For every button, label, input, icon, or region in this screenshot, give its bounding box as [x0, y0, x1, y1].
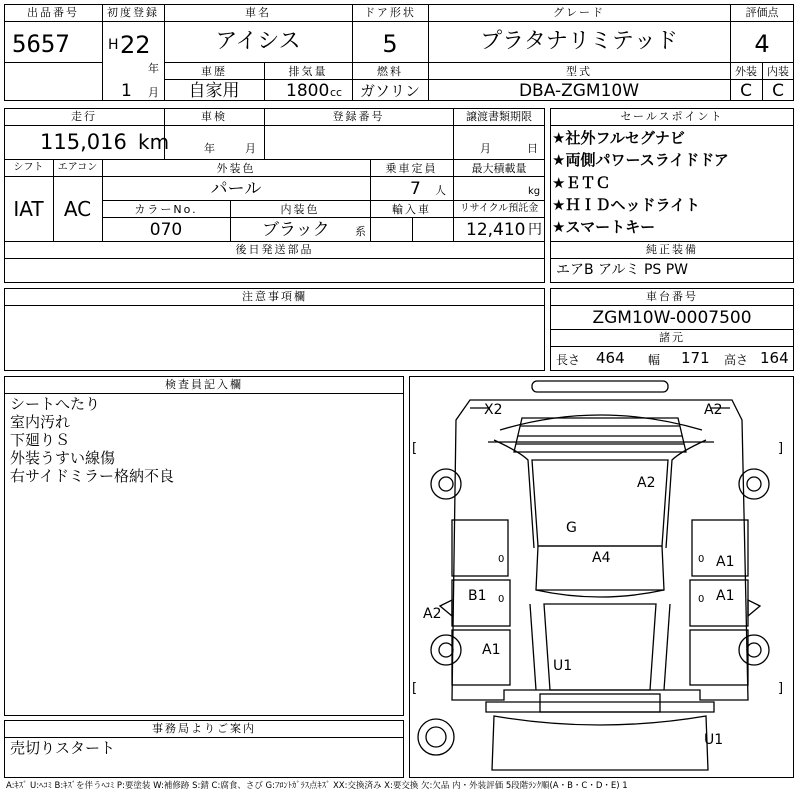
recycle-label: リサイクル預託金: [459, 203, 539, 214]
lot-number: 5657: [12, 30, 70, 58]
bracket-bottom-left: [: [412, 681, 418, 696]
selling-point-2: ★両側パワースライドドア: [552, 151, 729, 169]
month-unit: 月: [148, 86, 159, 99]
mileage-unit: km: [138, 130, 170, 154]
interior-grade: C: [772, 81, 784, 101]
inspector-line-2: 室内汚れ: [10, 413, 71, 431]
exterior-color: パール: [210, 179, 262, 199]
displacement-value: 1800: [286, 81, 330, 101]
inspection-label: 車検: [201, 110, 227, 123]
history-value: 自家用: [188, 81, 240, 101]
chassis-number: ZGM10W-0007500: [592, 308, 752, 328]
height-value: 164: [760, 349, 789, 367]
recycle-unit: 円: [528, 222, 542, 238]
width-label: 幅: [648, 353, 661, 367]
mark-a1-right-rear-door: A1: [716, 588, 735, 604]
later-parts-label: 後日発送部品: [235, 243, 314, 256]
score-value: 4: [754, 30, 770, 58]
equipment-label: 純正装備: [646, 243, 698, 256]
transfer-day: 日: [527, 142, 538, 155]
exterior-grade: C: [740, 81, 752, 101]
mark-a2-left: A2: [423, 606, 442, 622]
displacement-unit: cc: [330, 86, 343, 99]
bracket-top-left: [: [412, 441, 418, 456]
transfer-label: 譲渡書類期限: [466, 110, 532, 123]
width-value: 171: [681, 349, 710, 367]
displacement-label: 排気量: [288, 65, 328, 78]
car-name-label: 車名: [245, 6, 271, 19]
door-value: 5: [382, 30, 398, 58]
grade-label: グレード: [553, 6, 605, 19]
car-name: アイシス: [215, 29, 301, 54]
reg-month: 1: [121, 81, 132, 101]
ac-value: AC: [63, 197, 92, 221]
inspector-line-1: シートへたり: [10, 395, 101, 413]
length-value: 464: [596, 349, 625, 367]
dims-label: 諸元: [659, 331, 685, 344]
zero-left-1: 0: [498, 554, 505, 565]
inspection-year: 年: [204, 142, 215, 155]
inspection-month: 月: [245, 142, 256, 155]
fuel-label: 燃料: [377, 65, 403, 78]
office-label: 事務局よりご案内: [152, 722, 256, 735]
interior-color-unit: 系: [355, 225, 366, 238]
ac-label: エアコン: [57, 162, 98, 173]
era: H: [108, 37, 119, 53]
office-text: 売切りスタート: [10, 739, 116, 757]
bracket-top-right: ]: [778, 441, 784, 456]
inspector-line-4: 外装うすい線傷: [10, 449, 116, 467]
mileage-label: 走行: [71, 110, 97, 123]
exterior-color-label: 外装色: [216, 162, 256, 175]
mileage-value: 115,016: [40, 130, 127, 154]
selling-point-5: ★スマートキー: [552, 218, 656, 236]
mark-b1: B1: [468, 588, 487, 604]
chassis-label: 車台番号: [646, 290, 698, 303]
mark-a1-left: A1: [482, 642, 501, 658]
capacity-label: 乗車定員: [385, 162, 438, 175]
mark-a2-rear-glass: A2: [637, 475, 656, 491]
door-label: ドア形状: [364, 6, 416, 19]
legend-text: A:ｷｽﾞ U:ﾍｺﾐ B:ｷｽﾞを伴うﾍｺﾐ P:要塗装 W:補修跡 S:錆 C:腐食、さび G:ﾌﾛﾝﾄｶﾞﾗｽ点ｷｽﾞ XX:交換済み X:要交換 欠:欠品 内・外装評価 5段階ﾗﾝｸ順(A・B・C・D・E) 1: [6, 781, 628, 791]
color-no-label: カラーNo.: [134, 203, 198, 216]
mark-a4: A4: [592, 550, 611, 566]
length-label: 長さ: [556, 353, 581, 367]
zero-right-1: 0: [698, 554, 705, 565]
capacity-unit: 人: [435, 184, 446, 197]
selling-points-label: セールスポイント: [620, 110, 724, 123]
reg-year: 22: [120, 31, 151, 59]
zero-left-2: 0: [498, 594, 505, 605]
inspector-line-3: 下廻りＳ: [10, 431, 71, 449]
height-label: 高さ: [724, 353, 749, 367]
interior-color: ブラック: [262, 220, 330, 240]
zero-right-2: 0: [698, 594, 705, 605]
shift-value: IAT: [13, 197, 44, 221]
color-no: 070: [149, 220, 183, 240]
mark-g: G: [566, 520, 577, 536]
plate-label: 登録番号: [332, 110, 385, 123]
load-label: 最大積載量: [471, 162, 527, 175]
fuel-value: ガソリン: [359, 82, 420, 100]
equipment-value: エアB アルミ PS PW: [556, 262, 689, 278]
bracket-bottom-right: ]: [778, 681, 784, 696]
first-reg-label: 初度登録: [107, 6, 159, 19]
score-label: 評価点: [745, 6, 779, 19]
history-label: 車歴: [201, 65, 227, 78]
selling-point-4: ★ＨＩＤヘッドライト: [552, 196, 700, 214]
import-label: 輸入車: [392, 203, 431, 216]
inspector-line-5: 右サイドミラー格納不良: [10, 467, 174, 485]
model-value: DBA-ZGM10W: [518, 81, 640, 101]
interior-grade-label: 内装: [767, 65, 789, 78]
transfer-month: 月: [480, 142, 491, 155]
inspector-label: 検査員記入欄: [165, 378, 243, 391]
mark-a1-right-front-door: A1: [716, 554, 735, 570]
notes-label: 注意事項欄: [242, 290, 307, 303]
grade-value: プラタナリミテッド: [480, 29, 678, 54]
selling-point-3: ★ＥＴＣ: [552, 174, 611, 192]
load-unit: kg: [528, 186, 541, 197]
selling-point-1: ★社外フルセグナビ: [552, 129, 685, 147]
shift-label: シフト: [13, 162, 44, 173]
mark-u1-hood: U1: [553, 658, 573, 674]
mark-x2: X2: [484, 402, 503, 418]
mark-u1-bumper: U1: [704, 732, 724, 748]
model-label: 型式: [566, 65, 592, 78]
capacity-value: 7: [410, 179, 421, 199]
recycle-value: 12,410: [466, 220, 526, 240]
lot-number-label: 出品番号: [27, 6, 79, 19]
exterior-grade-label: 外装: [735, 65, 757, 78]
year-unit: 年: [148, 62, 159, 75]
interior-color-label: 内装色: [280, 203, 320, 216]
mark-a2-rear-right: A2: [704, 402, 723, 418]
